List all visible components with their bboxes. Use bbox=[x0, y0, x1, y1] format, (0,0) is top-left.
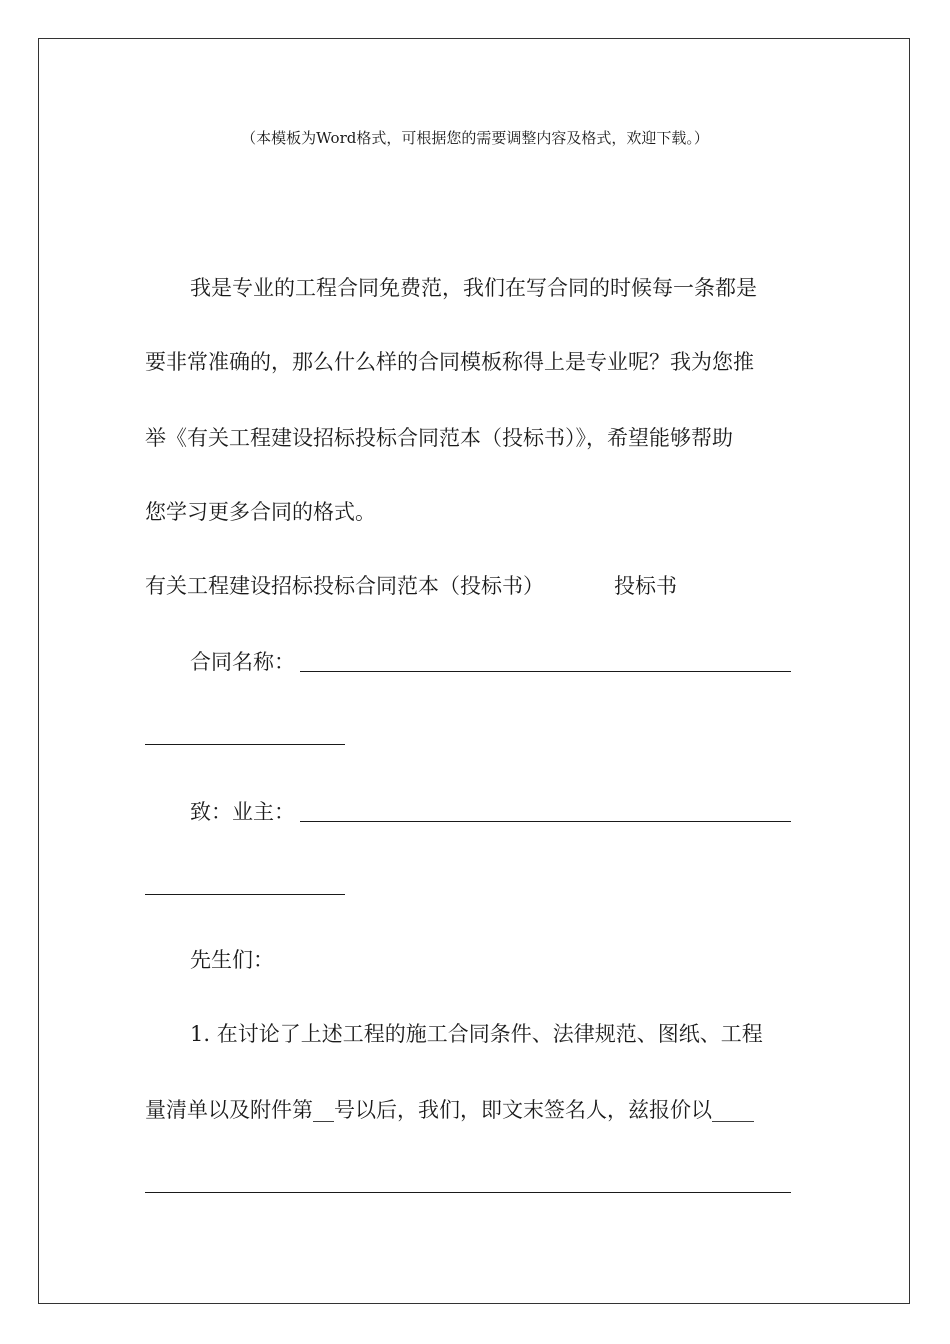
to-owner-label: 致：业主： bbox=[190, 800, 295, 824]
contract-name-label: 合同名称： bbox=[190, 650, 295, 674]
document-title: 有关工程建设招标投标合同范本（投标书） bbox=[145, 574, 544, 598]
owner-blank bbox=[300, 821, 791, 822]
contract-name-blank bbox=[300, 671, 791, 672]
template-note: （本模板为Word格式，可根据您的需要调整内容及格式，欢迎下载。） bbox=[241, 129, 709, 147]
price-blank bbox=[145, 1192, 791, 1193]
intro-line-1: 我是专业的工程合同免费范，我们在写合同的时候每一条都是 bbox=[190, 276, 757, 300]
document-subtitle: 投标书 bbox=[614, 574, 677, 598]
intro-line-2: 要非常准确的，那么什么样的合同模板称得上是专业呢？我为您推 bbox=[145, 350, 754, 374]
contract-name-blank-continued bbox=[145, 744, 345, 745]
clause-1-line-1: 1. 在讨论了上述工程的施工合同条件、法律规范、图纸、工程 bbox=[190, 1022, 763, 1046]
salutation: 先生们： bbox=[190, 948, 274, 972]
owner-blank-continued bbox=[145, 894, 345, 895]
clause-1-line-2: 量清单以及附件第__号以后，我们，即文末签名人，兹报价以____ bbox=[145, 1098, 754, 1122]
intro-line-3: 举《有关工程建设招标投标合同范本（投标书）》，希望能够帮助 bbox=[145, 426, 733, 450]
intro-line-4: 您学习更多合同的格式。 bbox=[145, 500, 376, 524]
